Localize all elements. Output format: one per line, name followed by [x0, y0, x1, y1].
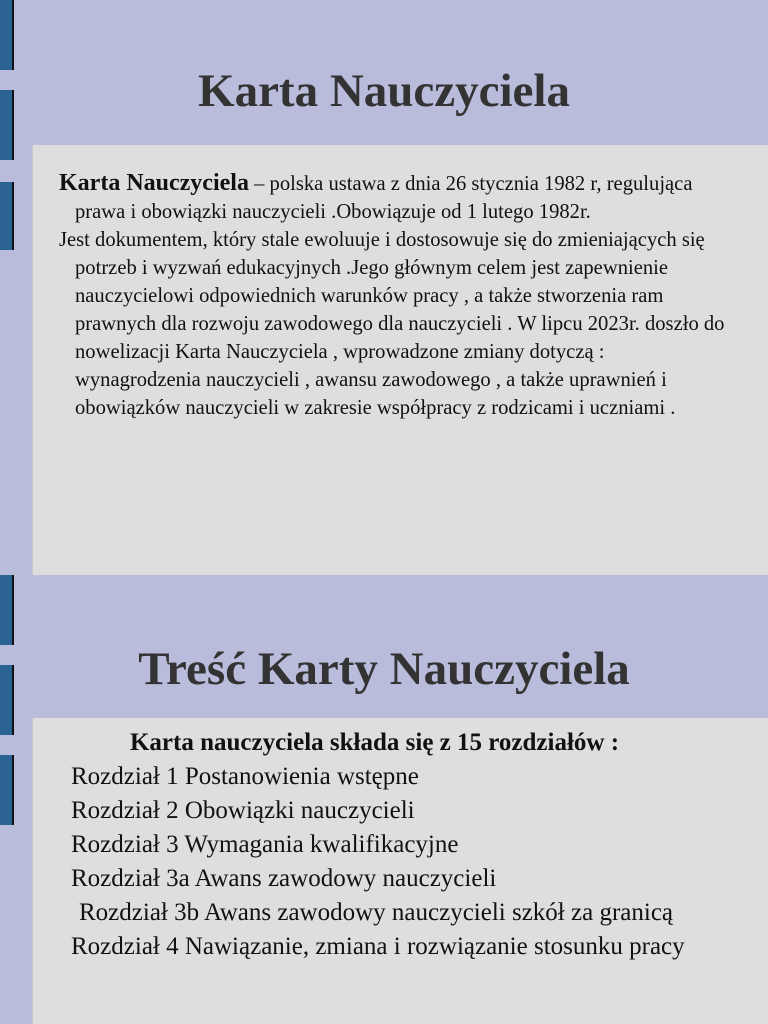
accent-bar — [0, 182, 14, 250]
list-item: Rozdział 2 Obowiązki nauczycieli — [71, 797, 415, 824]
intro-lead: Karta Nauczyciela — [59, 170, 249, 196]
slide-title: Karta Nauczyciela — [198, 65, 570, 117]
intro-paragraph — [59, 169, 728, 226]
list-item: Rozdział 3 Wymagania kwalifikacyjne — [71, 831, 459, 858]
accent-bar — [0, 755, 14, 825]
list-item: Rozdział 3a Awans zawodowy nauczycieli — [71, 865, 497, 892]
content-box — [32, 145, 768, 575]
content-box — [32, 718, 768, 1024]
accent-bar — [0, 0, 14, 70]
intro-text: – polska ustawa z dnia 26 stycznia 1982 r, regulująca prawa i obowiązki nauczycieli .Obowiązuje od 1 lutego 1982r. — [75, 173, 693, 223]
description-paragraph: Jest dokumentem, który stale ewoluuje i dostosowuje się do zmieniających się potrzeb i wyzwań edukacyjnych .Jego głównym celem jest zapewnienie nauczycielowi odpowiednich warunków pracy , a także stworzenia ram prawnych dla rozwoju zawodowego dla nauczycieli . W lipcu 2023r. doszło do nowelizacji Karta Nauczyciela , wprowadzone zmiany dotyczą : wynagrodzenia nauczycieli , awansu zawodowego , a także uprawnień i obowiązków nauczycieli w zakresie współpracy z rodzicami i uczniami . — [59, 229, 725, 419]
list-item: Rozdział 4 Nawiązanie, zmiana i rozwiązanie stosunku pracy — [71, 933, 685, 960]
slide-title: Treść Karty Nauczyciela — [138, 643, 630, 695]
chapters-heading: Karta nauczyciela składa się z 15 rozdziałów : — [129, 729, 620, 756]
chapter-list — [71, 760, 738, 964]
list-item: Rozdział 1 Postanowienia wstępne — [71, 763, 419, 790]
slide-2 — [0, 575, 768, 1024]
list-item: Rozdział 3b Awans zawodowy nauczycieli szkół za granicą — [79, 899, 674, 926]
accent-bar — [0, 575, 14, 645]
